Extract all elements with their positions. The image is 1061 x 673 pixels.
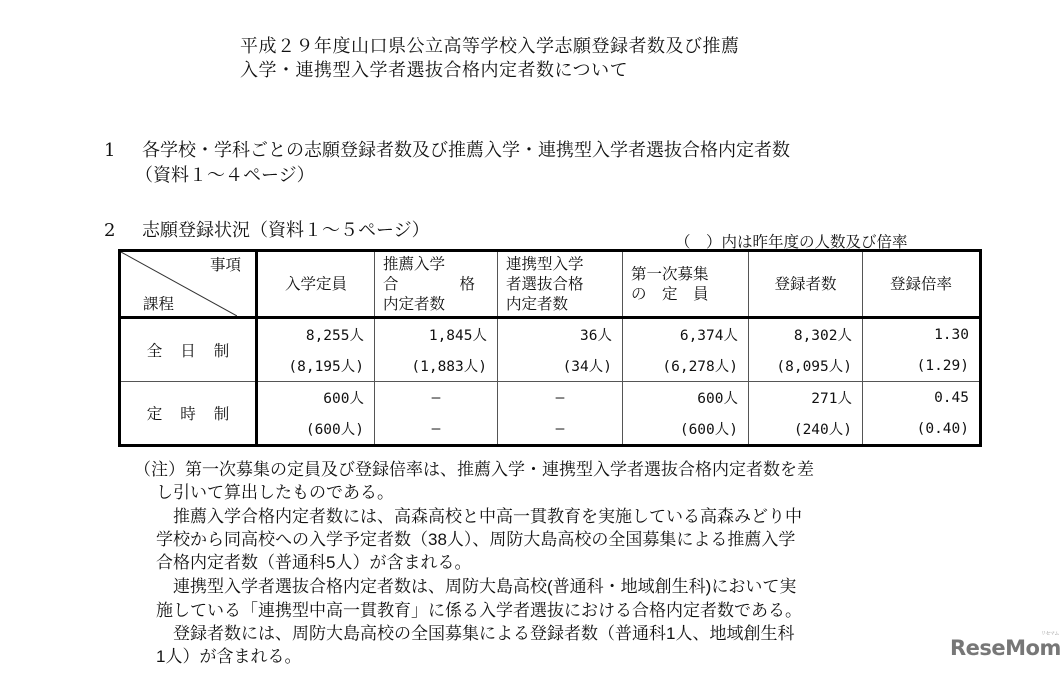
row-label-parttime: 定時制 (120, 382, 257, 446)
header-recommendation: 推薦入学 合 格 内定者数 (375, 251, 498, 318)
document-title-line-2: 入学・連携型入学者選抜合格内定者数について (240, 60, 629, 81)
section-2-heading (104, 216, 430, 242)
cell: (1.29) (863, 350, 981, 382)
note-line: 推薦入学合格内定者数には、高森高校と中高一貫教育を実施している高森みどり中 (156, 507, 802, 526)
row-label-fulltime: 全日制 (120, 318, 257, 382)
cell: (600人) (623, 413, 749, 446)
document-title-line-1: 平成２９年度山口県公立高等学校入学志願登録者数及び推薦 (240, 36, 740, 57)
header-capacity: 入学定員 (257, 251, 375, 318)
cell: 600人 (623, 382, 749, 414)
table-header-row (120, 251, 981, 318)
section-number: 1 (104, 140, 116, 161)
cell: 8,302人 (749, 318, 863, 351)
table-row-parttime-current (120, 382, 981, 414)
header-first-recruitment: 第一次募集 の 定 員 (623, 251, 749, 318)
cell: (34人) (498, 350, 623, 382)
cell: (1,883人) (375, 350, 498, 382)
resemom-watermark-logo: ReseMom リセマム (950, 631, 1061, 660)
note-line: 学校から同高校への入学予定者数（38人）、周防大島高校の全国募集による推薦入学 (156, 530, 796, 549)
section-number: 2 (104, 220, 116, 241)
cell: (8,095人) (749, 350, 863, 382)
cell: 36人 (498, 318, 623, 351)
cell: (240人) (749, 413, 863, 446)
cell: (600人) (257, 413, 375, 446)
note-line: （注）第一次募集の定員及び登録倍率は、推薦入学・連携型入学者選抜合格内定者数を差 (134, 460, 814, 479)
note-line: し引いて算出したものである。 (156, 483, 394, 502)
registration-status-table (118, 249, 982, 447)
cell: 271人 (749, 382, 863, 414)
cell: — (498, 413, 623, 446)
cell: 0.45 (863, 382, 981, 414)
cell: — (498, 382, 623, 414)
corner-header-cell (120, 251, 257, 318)
cell: 600人 (257, 382, 375, 414)
note-line: 施している「連携型中高一貫教育」に係る入学者選抜における合格内定者数である。 (156, 601, 802, 620)
note-line: 合格内定者数（普通科5人）が含まれる。 (156, 553, 472, 572)
section-1-reference: （資料１～４ページ） (135, 165, 315, 186)
cell: 1.30 (863, 318, 981, 351)
cell: 6,374人 (623, 318, 749, 351)
note-line: 連携型入学者選抜合格内定者数は、周防大島高校(普通科・地域創生科)において実 (156, 577, 797, 596)
section-text: 各学校・学科ごとの志願登録者数及び推薦入学・連携型入学者選抜合格内定者数 (142, 140, 790, 161)
cell: (0.40) (863, 413, 981, 446)
note-line: 登録者数には、周防大島高校の全国募集による登録者数（普通科1人、地域創生科 (156, 624, 795, 643)
cell: 1,845人 (375, 318, 498, 351)
note-line: 1人）が含まれる。 (156, 647, 302, 666)
cell: — (375, 382, 498, 414)
table-legend-note: （ ）内は昨年度の人数及び倍率 (675, 233, 908, 251)
cell: (6,278人) (623, 350, 749, 382)
header-linked-selection: 連携型入学 者選抜合格 内定者数 (498, 251, 623, 318)
table-row-fulltime-current (120, 318, 981, 351)
cell: — (375, 413, 498, 446)
cell: (8,195人) (257, 350, 375, 382)
corner-course-label: 課程 (143, 295, 175, 313)
section-1-heading (104, 136, 790, 162)
header-ratio: 登録倍率 (863, 251, 981, 318)
corner-item-label: 事項 (209, 256, 241, 274)
watermark-ruby: リセマム (1040, 631, 1059, 637)
section-text: 志願登録状況（資料１～５ページ） (142, 220, 430, 241)
cell: 8,255人 (257, 318, 375, 351)
header-registrants: 登録者数 (749, 251, 863, 318)
